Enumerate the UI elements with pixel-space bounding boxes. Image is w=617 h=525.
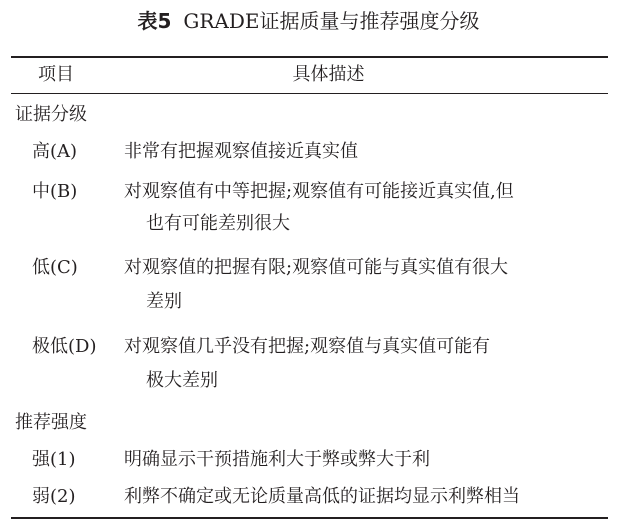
- row-item: 弱(2): [32, 486, 76, 507]
- row-item: 低(C): [32, 257, 78, 278]
- header-col-item: 项目: [38, 64, 74, 85]
- row-description: 对观察值的把握有限;观察值可能与真实值有很大: [124, 257, 509, 278]
- row-item: 强(1): [32, 449, 76, 470]
- row-item: 中(B): [32, 181, 78, 202]
- section-title: 证据分级: [15, 104, 87, 125]
- bottom-rule: [11, 517, 608, 519]
- row-description: 对观察值几乎没有把握;观察值与真实值可能有: [124, 336, 491, 357]
- table-title: GRADE证据质量与推荐强度分级: [183, 9, 480, 33]
- header-col-description: 具体描述: [292, 64, 365, 85]
- row-item: 极低(D): [32, 336, 97, 357]
- row-description: 对观察值有中等把握;观察值有可能接近真实值,但: [124, 181, 514, 202]
- row-description: 非常有把握观察值接近真实值: [124, 141, 358, 162]
- table-caption: [0, 8, 617, 34]
- row-description: 利弊不确定或无论质量高低的证据均显示利弊相当: [124, 486, 520, 507]
- row-item: 高(A): [32, 141, 78, 162]
- row-description-continued: 也有可能差别很大: [146, 213, 290, 234]
- table-number: 表5: [137, 9, 172, 33]
- section-title: 推荐强度: [15, 412, 87, 433]
- row-description: 明确显示干预措施利大于弊或弊大于利: [124, 449, 430, 470]
- row-description-continued: 极大差别: [146, 370, 218, 391]
- header-rule: [11, 93, 608, 94]
- row-description-continued: 差别: [146, 291, 182, 312]
- top-rule: [11, 56, 608, 58]
